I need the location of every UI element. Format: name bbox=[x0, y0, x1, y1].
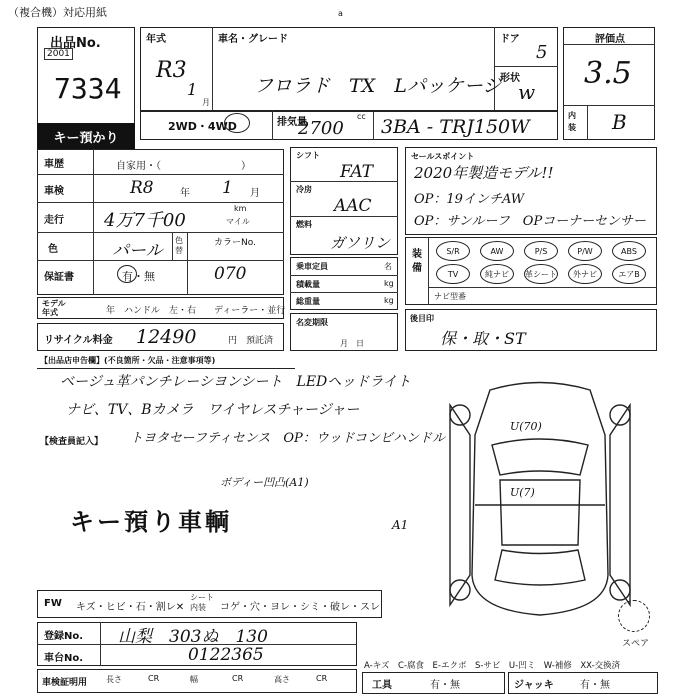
color-code-label: カラーNo. bbox=[214, 238, 256, 248]
lot-number-box bbox=[37, 27, 135, 127]
model-year-dealer: ディーラー・並行 bbox=[214, 306, 286, 316]
mileage-label: 走行 bbox=[44, 215, 64, 226]
equip-row2-0: TV bbox=[436, 264, 470, 284]
capacity-label: 乗車定員 bbox=[296, 262, 328, 271]
registration-label: 登録No. bbox=[44, 631, 84, 642]
year-month: 1 bbox=[187, 80, 198, 99]
warranty-options: 有・無 bbox=[122, 270, 155, 283]
seller-line1: ベージュ革パンチレーシヨンシート LEDヘッドライト bbox=[60, 374, 411, 390]
model-year-unit: 年 bbox=[106, 306, 116, 316]
spare-label: スペア bbox=[622, 639, 650, 649]
displacement-value: 2700 bbox=[298, 118, 344, 139]
key-stamp: キー預り車輌 bbox=[70, 508, 232, 536]
year-era: R3 bbox=[156, 58, 187, 83]
rating-label: 評価点 bbox=[595, 34, 625, 45]
lot-number: 7334 bbox=[54, 72, 122, 105]
mileage-unit-km: km bbox=[234, 204, 247, 213]
year-month-unit: 月 bbox=[202, 98, 210, 107]
inspection-year-unit: 年 bbox=[180, 188, 190, 199]
car-body-outline bbox=[472, 383, 608, 616]
inspection-era: R8 bbox=[130, 178, 154, 198]
rear-seat-label: 後目印 bbox=[410, 314, 434, 323]
sales-line2: OP：19インチAW bbox=[414, 192, 525, 207]
shape-label: 形状 bbox=[500, 73, 520, 84]
cert-cell-0: 長さ bbox=[106, 675, 122, 684]
car-windshield bbox=[492, 439, 588, 475]
model-year-handle: ハンドル 左・右 bbox=[124, 306, 197, 316]
weight-label: 総重量 bbox=[296, 297, 320, 306]
reg-change-unit: 月 日 bbox=[340, 339, 364, 348]
cert-cell-4: 高さ bbox=[274, 675, 290, 684]
cert-cell-5: CR bbox=[316, 674, 328, 683]
model-code: 3BA - TRJ150W bbox=[381, 116, 530, 138]
scratch-note: ボディー凹凸(A1) bbox=[220, 476, 309, 489]
inspection-month-unit: 月 bbox=[250, 188, 260, 199]
equip-row1-1: AW bbox=[480, 241, 514, 261]
shift-label: シフト bbox=[296, 151, 320, 160]
color-value: パール bbox=[112, 241, 163, 261]
fw-seat-label: シート内装 bbox=[190, 593, 214, 612]
lot-label: 出品No. bbox=[50, 36, 101, 51]
key-badge: キー預かり bbox=[37, 123, 135, 149]
displacement-label: 排気量 bbox=[277, 117, 307, 128]
sales-line1: 2020年製造モデル!! bbox=[414, 164, 554, 182]
door-value: 5 bbox=[536, 42, 548, 63]
cert-cell-2: 幅 bbox=[190, 675, 198, 684]
header-mark: a bbox=[338, 9, 343, 18]
equip-row2-3: 外ナビ bbox=[568, 264, 602, 284]
fuel-value: ガソリン bbox=[330, 234, 391, 252]
ac-label: 冷房 bbox=[296, 185, 312, 194]
rating-score: 3.5 bbox=[584, 56, 632, 91]
a1-mark: A1 bbox=[392, 518, 409, 532]
lot-tag: 2001 bbox=[44, 48, 73, 60]
damage-front-note: U(70) bbox=[510, 420, 542, 433]
equip-row2-1: 純ナビ bbox=[480, 264, 514, 284]
history-label: 車歴 bbox=[44, 159, 64, 170]
equip-row1-4: ABS bbox=[612, 241, 646, 261]
tools-label: 工具 bbox=[372, 680, 392, 691]
equipment-label: 装備 bbox=[412, 249, 422, 274]
jack-label: ジャッキ bbox=[514, 680, 554, 691]
damage-side-note: U(7) bbox=[510, 486, 535, 499]
interior-label: 内装 bbox=[568, 111, 576, 132]
equip-row1-2: P/S bbox=[524, 241, 558, 261]
damage-legend: A-キズ C-腐食 E-エクボ S-サビ U-凹ミ W-補修 XX-交換済 bbox=[364, 661, 621, 671]
seller-line2: ナビ、TV、Bカメラ ワイヤレスチャージャー bbox=[66, 402, 360, 418]
equip-row2-2: 革シート bbox=[524, 264, 558, 284]
equip-row1-0: S/R bbox=[436, 241, 470, 261]
recycle-label: リサイクル料金 bbox=[44, 335, 113, 346]
warranty-selected-circle bbox=[117, 265, 137, 283]
color-label: 色 bbox=[48, 244, 58, 255]
chassis-value: 0122365 bbox=[188, 645, 264, 665]
interior-grade: B bbox=[612, 110, 627, 134]
fuel-label: 燃料 bbox=[296, 220, 312, 229]
rear-seat-value: 保・取・ST bbox=[440, 329, 526, 348]
cert-cell-3: CR bbox=[232, 674, 244, 683]
form-title: （複合機）対応用紙 bbox=[8, 6, 107, 19]
recycle-unit: 円 預託済 bbox=[228, 336, 274, 346]
color-change-label: 色替 bbox=[175, 236, 183, 255]
weight-unit: kg bbox=[384, 296, 394, 305]
recycle-value: 12490 bbox=[136, 326, 197, 348]
fw-seat-items: コゲ・穴・ヨレ・シミ・破レ・スレ bbox=[220, 602, 380, 613]
mileage-value: 4万7千00 bbox=[104, 210, 186, 231]
cert-label: 車検証明用 bbox=[42, 678, 88, 688]
reg-change-label: 名変期限 bbox=[296, 318, 328, 327]
mileage-unit-mile: マイル bbox=[226, 217, 250, 226]
inspection-month: 1 bbox=[222, 178, 233, 198]
load-unit: kg bbox=[384, 279, 394, 288]
model-name: フロラド TX Lパッケージ bbox=[254, 75, 502, 97]
seller-label: 【出品店申告欄】(不良箇所・欠品・注意事項等) bbox=[40, 356, 216, 365]
spare-tire-icon bbox=[618, 600, 650, 632]
sales-label: セールスポイント bbox=[411, 152, 475, 161]
equip-row2-4: エアB bbox=[612, 264, 646, 284]
inspector-label: 【検査員記入】 bbox=[40, 437, 104, 447]
chassis-label: 車台No. bbox=[44, 653, 84, 664]
door-label: ドア bbox=[500, 34, 520, 45]
equip-row1-3: P/W bbox=[568, 241, 602, 261]
history-options: 自家用・（ ） bbox=[116, 161, 251, 172]
color-code: 070 bbox=[214, 264, 247, 284]
model-year-label: モデル年式 bbox=[42, 299, 66, 317]
capacity-unit: 名 bbox=[384, 262, 392, 271]
registration-value: 山梨 303ぬ 130 bbox=[118, 627, 268, 647]
warranty-label: 保証書 bbox=[44, 272, 74, 283]
year-label: 年式 bbox=[146, 34, 166, 45]
fw-items: キズ・ヒビ・石・割レ✕ bbox=[76, 602, 185, 613]
inspector-line1: トヨタセーフティセンス OP：ウッドコンビハンドル bbox=[130, 431, 446, 446]
shift-value: FAT bbox=[340, 162, 374, 182]
drive-options: 2WD・4WD bbox=[168, 120, 237, 133]
car-rear-window bbox=[495, 550, 585, 585]
inspection-label: 車検 bbox=[44, 186, 64, 197]
jack-options: 有・無 bbox=[580, 680, 610, 691]
car-damage-diagram bbox=[430, 375, 650, 625]
displacement-unit: cc bbox=[357, 112, 366, 121]
fw-label: FW bbox=[44, 598, 62, 609]
cert-cell-1: CR bbox=[148, 674, 160, 683]
car-right-door bbox=[610, 405, 630, 605]
load-label: 積載量 bbox=[296, 280, 320, 289]
car-left-door bbox=[450, 405, 470, 605]
nav-model-label: ナビ型番 bbox=[434, 292, 466, 301]
ac-value: AAC bbox=[334, 196, 372, 216]
tools-options: 有・無 bbox=[430, 680, 460, 691]
model-label: 車名・グレード bbox=[218, 34, 288, 45]
shape-value: w bbox=[518, 80, 536, 104]
sales-line3: OP：サンルーフ OPコーナーセンサー bbox=[414, 214, 646, 229]
drive-selected-circle bbox=[224, 113, 250, 133]
